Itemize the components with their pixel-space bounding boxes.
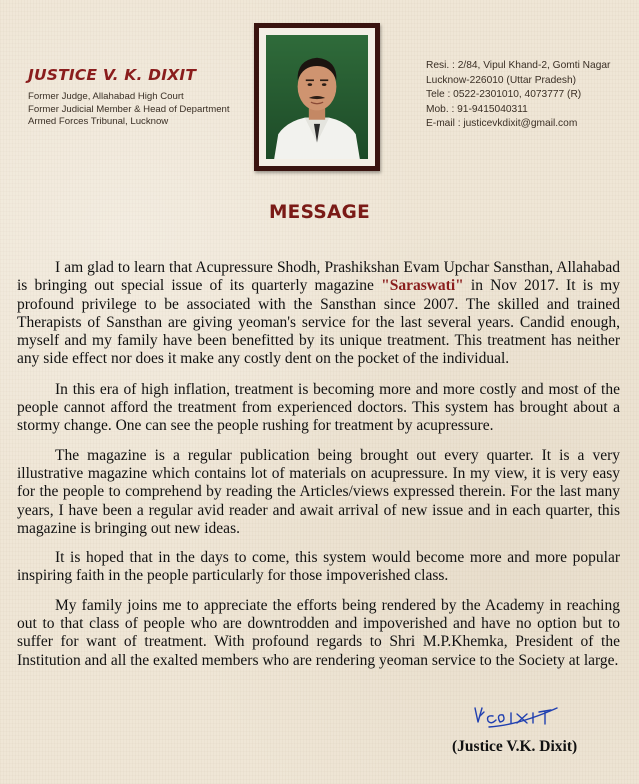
- contact-block: [426, 59, 636, 132]
- portrait-mat: [259, 28, 375, 166]
- designation-line-1: Former Judge, Allahabad High Court: [28, 91, 184, 102]
- contact-telephone: Tele : 0522-2301010, 4073777 (R): [426, 89, 582, 101]
- paragraph-1-end: in Nov 2017. It is my profound privilege to be associated with the Sansthan since 2007. The skilled and trained Therapists of Sansthan are giving yeoman's service for the last several years. Candid enough, myself and my family have been benefitted by its unique treatment. This treatment has neither any side effect nor does it make any costly dent on the pocket of the individual.: [17, 277, 620, 368]
- paragraph-1: [17, 259, 620, 369]
- signatory-name: (Justice V.K. Dixit): [452, 738, 578, 755]
- paragraph-5: My family joins me to appreciate the efforts being rendered by the Academy in reaching out to that class of people who are downtrodden and impoverished and have no option but to suffer for want of treatment. With profound regards to Shri M.P.Khemka, President of the Institution and all the exalted members who are rendering yeoman service to the Society at large.: [17, 596, 620, 669]
- paragraph-2: In this era of high inflation, treatment is becoming more and more costly and most of the people cannot afford the treatment from experienced doctors. This system has brought about a stormy change. One can see the people rushing for treatment by acupressure.: [17, 380, 620, 435]
- paragraph-3: The magazine is a regular publication being brought out every quarter. It is a very illustrative magazine which contains lot of materials on acupressure. In my view, it is very easy for the people to comprehend by reading the Articles/views expressed therein. For the last many years, I have been a regular avid reader and await arrival of new issue and in each quarter, this magazine is bringing out new ideas.: [17, 446, 620, 537]
- portrait-photo: [266, 35, 368, 159]
- portrait-frame: [254, 23, 380, 171]
- designation-line-2: Former Judicial Member & Head of Department: [28, 103, 230, 115]
- message-heading: MESSAGE: [268, 202, 371, 223]
- magazine-name: "Saraswati": [381, 277, 464, 295]
- paragraph-1-start: I am glad to learn that Acupressure Shodh, Prashikshan Evam Upchar Sansthan, Allahabad is bringing out special issue of its quarterly magazine: [17, 259, 620, 295]
- contact-address-line-1: Resi. : 2/84, Vipul Khand-2, Gomti Nagar: [426, 60, 611, 71]
- handwritten-signature: [469, 700, 579, 734]
- letterhead-left: [28, 66, 243, 129]
- paragraph-4: It is hoped that in the days to come, this system would become more and more popular inspiring faith in the people particularly for those impoverished class.: [17, 549, 620, 585]
- message-body: [17, 259, 620, 681]
- judge-name: JUSTICE V. K. DIXIT: [28, 66, 197, 84]
- contact-email[interactable]: E-mail : justicevkdixit@gmail.com: [426, 118, 578, 130]
- designation-line-3: Armed Forces Tribunal, Lucknow: [28, 116, 169, 127]
- contact-address-line-2: Lucknow-226010 (Uttar Pradesh): [426, 74, 577, 86]
- contact-mobile: Mob. : 91-9415040311: [426, 103, 528, 115]
